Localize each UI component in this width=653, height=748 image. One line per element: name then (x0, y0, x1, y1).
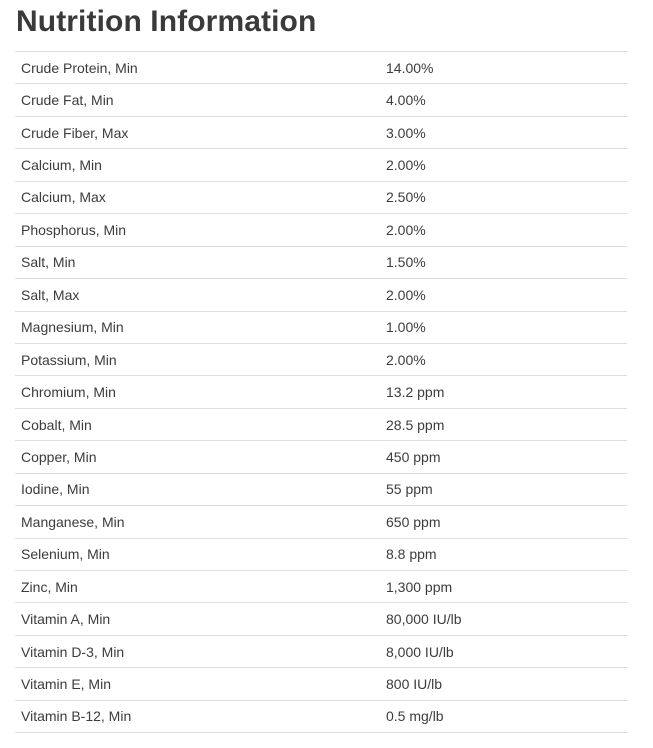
table-row (15, 441, 627, 473)
nutrient-name: Phosphorus, Min (15, 214, 380, 246)
nutrient-name: Chromium, Min (15, 376, 380, 408)
nutrient-name: Salt, Max (15, 279, 380, 311)
nutrient-value: 80,000 IU/lb (380, 603, 627, 635)
nutrient-value: 8.8 ppm (380, 538, 627, 570)
nutrient-value: 4.00% (380, 84, 627, 116)
nutrient-value: 1.50% (380, 246, 627, 278)
table-row (15, 311, 627, 343)
nutrient-value: 2.00% (380, 214, 627, 246)
nutrient-value: 1.00% (380, 311, 627, 343)
table-row (15, 343, 627, 375)
table-row (15, 116, 627, 148)
nutrient-value: 14.00% (380, 52, 627, 84)
nutrient-name: Copper, Min (15, 441, 380, 473)
nutrient-value: 55 ppm (380, 473, 627, 505)
nutrient-value: 3.00% (380, 116, 627, 148)
table-row (15, 376, 627, 408)
table-row (15, 668, 627, 700)
nutrition-table (15, 51, 627, 733)
nutrient-name: Manganese, Min (15, 506, 380, 538)
nutrient-name: Potassium, Min (15, 343, 380, 375)
nutrient-value: 13.2 ppm (380, 376, 627, 408)
nutrient-value: 450 ppm (380, 441, 627, 473)
nutrient-name: Cobalt, Min (15, 408, 380, 440)
nutrient-name: Vitamin B-12, Min (15, 700, 380, 732)
nutrient-value: 8,000 IU/lb (380, 635, 627, 667)
table-row (15, 571, 627, 603)
table-row (15, 538, 627, 570)
nutrient-name: Salt, Min (15, 246, 380, 278)
nutrient-name: Calcium, Min (15, 149, 380, 181)
nutrient-name: Magnesium, Min (15, 311, 380, 343)
nutrient-value: 28.5 ppm (380, 408, 627, 440)
nutrient-name: Crude Fiber, Max (15, 116, 380, 148)
table-row (15, 181, 627, 213)
nutrient-name: Zinc, Min (15, 571, 380, 603)
nutrient-value: 2.00% (380, 279, 627, 311)
table-row (15, 246, 627, 278)
nutrient-value: 2.50% (380, 181, 627, 213)
nutrient-value: 2.00% (380, 343, 627, 375)
table-row (15, 408, 627, 440)
nutrient-name: Calcium, Max (15, 181, 380, 213)
nutrient-name: Crude Fat, Min (15, 84, 380, 116)
table-row (15, 603, 627, 635)
table-row (15, 214, 627, 246)
table-row (15, 506, 627, 538)
table-row (15, 700, 627, 732)
nutrient-value: 2.00% (380, 149, 627, 181)
table-row (15, 473, 627, 505)
nutrient-name: Iodine, Min (15, 473, 380, 505)
table-row (15, 52, 627, 84)
nutrient-name: Vitamin D-3, Min (15, 635, 380, 667)
nutrient-name: Crude Protein, Min (15, 52, 380, 84)
nutrient-value: 0.5 mg/lb (380, 700, 627, 732)
table-row (15, 279, 627, 311)
nutrient-value: 1,300 ppm (380, 571, 627, 603)
nutrition-table-body (15, 52, 627, 733)
page-title: Nutrition Information (16, 5, 317, 38)
nutrient-value: 800 IU/lb (380, 668, 627, 700)
table-row (15, 635, 627, 667)
nutrient-name: Selenium, Min (15, 538, 380, 570)
table-row (15, 149, 627, 181)
nutrient-name: Vitamin A, Min (15, 603, 380, 635)
table-row (15, 84, 627, 116)
nutrient-value: 650 ppm (380, 506, 627, 538)
nutrient-name: Vitamin E, Min (15, 668, 380, 700)
